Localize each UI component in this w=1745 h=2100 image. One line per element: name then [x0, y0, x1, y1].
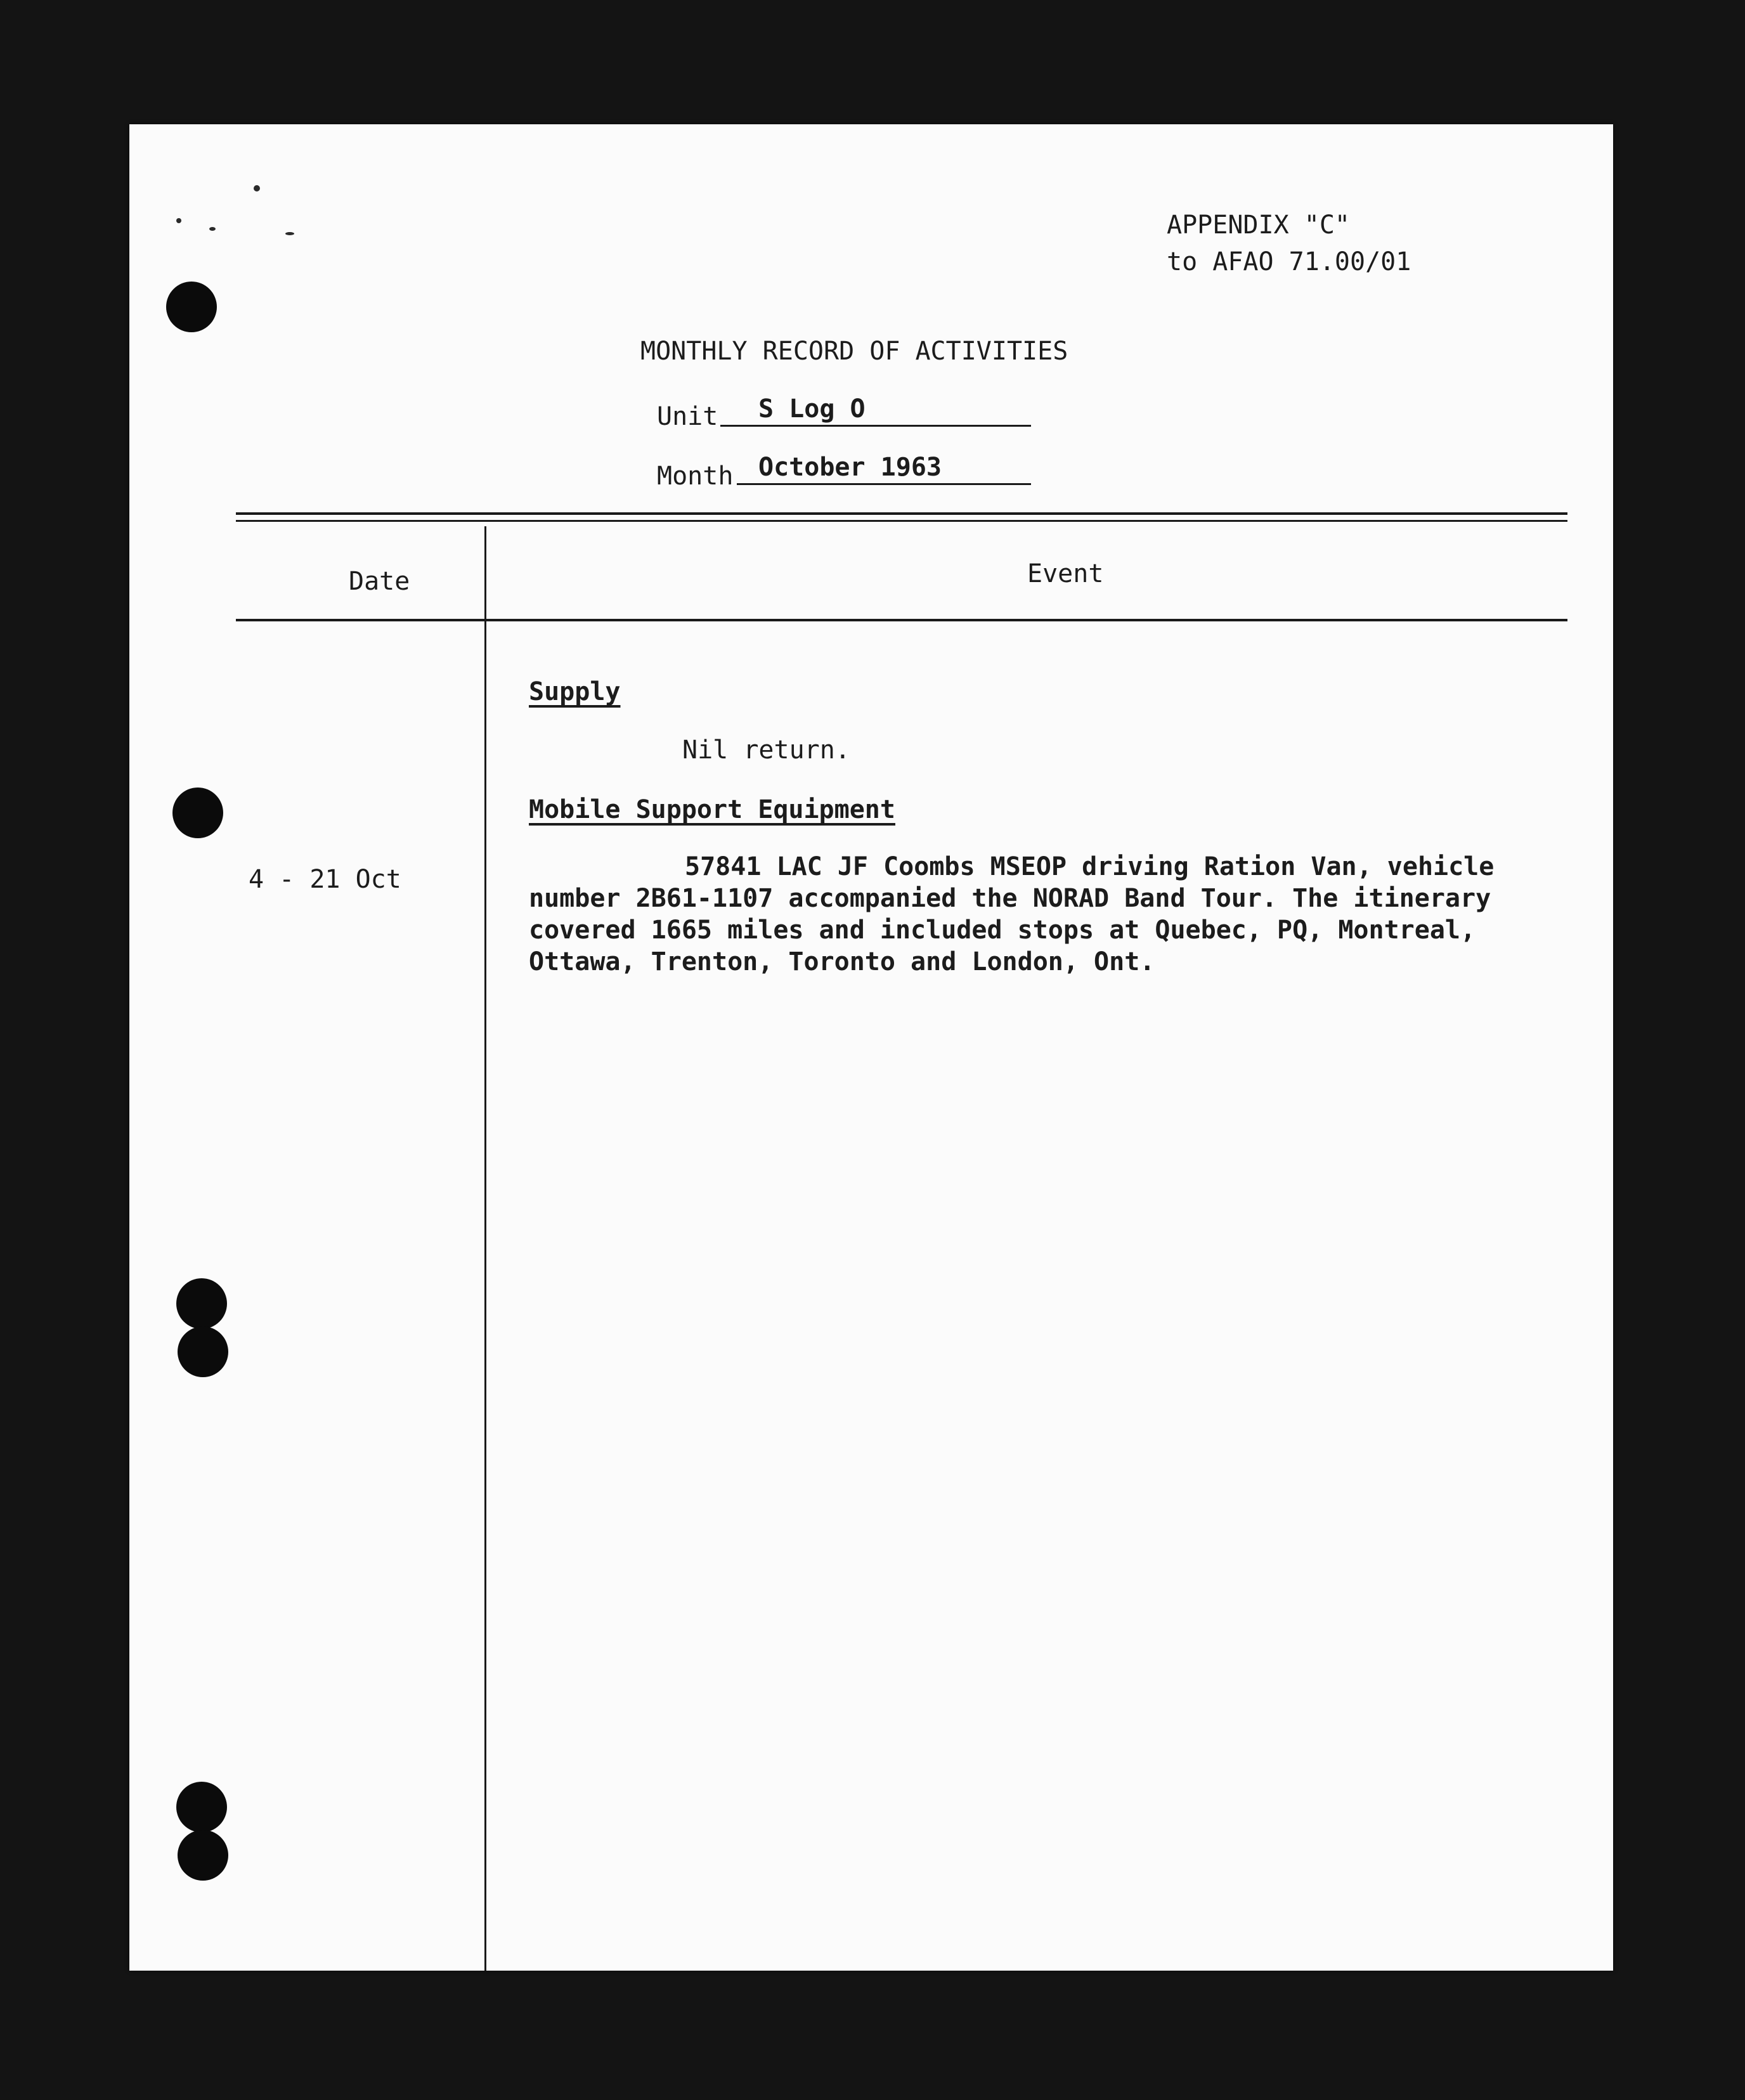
section-body-line: 57841 LAC JF Coombs MSEOP driving Ration Van, vehicle [685, 852, 1495, 881]
date-column-header: Date [349, 567, 410, 596]
section-body-line: Nil return. [682, 736, 850, 765]
section-body-line: number 2B61-1107 accompanied the NORAD Band Tour. The itinerary [529, 884, 1491, 913]
month-label: Month [657, 462, 734, 491]
unit-value: S Log O [758, 394, 866, 424]
punch-hole [172, 788, 223, 838]
punch-hole [178, 1326, 228, 1377]
speck [176, 218, 181, 223]
entry-date: 4 - 21 Oct [249, 865, 401, 894]
section-heading-supply: Supply [529, 677, 621, 706]
punch-hole [176, 1782, 227, 1832]
month-value: October 1963 [758, 453, 942, 482]
section-body-line: Ottawa, Trenton, Toronto and London, Ont. [529, 947, 1155, 976]
form-title: MONTHLY RECORD OF ACTIVITIES [640, 337, 1068, 366]
appendix-line: APPENDIX "C" [1167, 211, 1350, 240]
punch-hole [166, 282, 217, 332]
unit-underline [720, 425, 1031, 427]
column-divider [484, 526, 486, 1971]
month-underline [737, 483, 1031, 485]
speck [285, 232, 294, 235]
table-top-rule [236, 512, 1567, 515]
punch-hole [178, 1830, 228, 1881]
appendix-reference [1167, 207, 1411, 280]
section-heading-mobile-support-equipment: Mobile Support Equipment [529, 795, 895, 824]
section-body-line: covered 1665 miles and included stops at Quebec, PQ, Montreal, [529, 916, 1476, 945]
header-bottom-rule [236, 619, 1567, 621]
speck [254, 185, 260, 191]
appendix-line: to AFAO 71.00/01 [1167, 247, 1411, 276]
punch-hole [176, 1278, 227, 1329]
table-top-rule [236, 520, 1567, 522]
document-page [129, 124, 1613, 1971]
event-column-header: Event [1027, 559, 1104, 588]
speck [209, 227, 216, 231]
unit-label: Unit [657, 402, 718, 431]
